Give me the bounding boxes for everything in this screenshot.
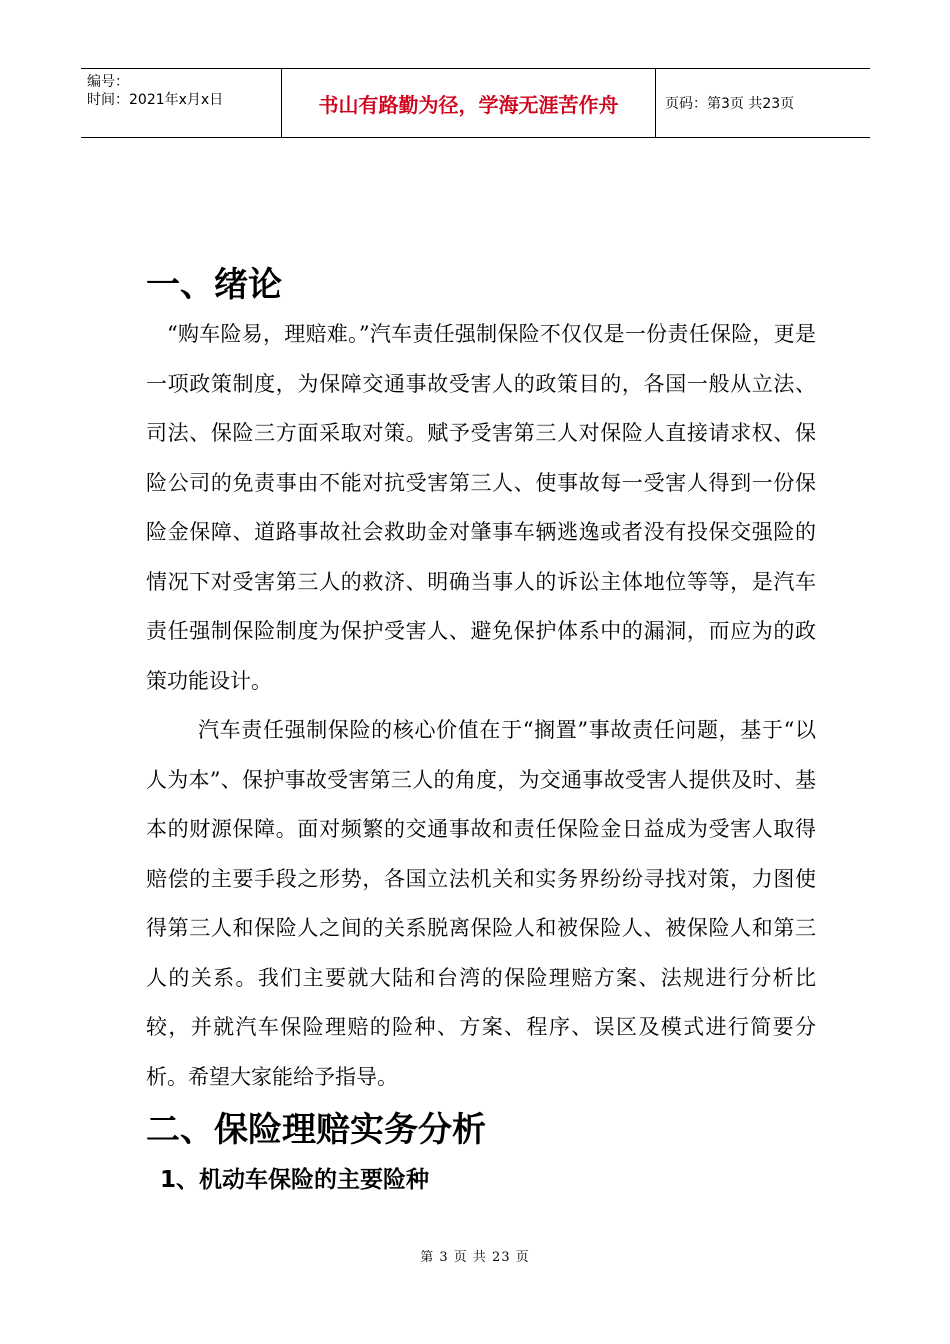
section-title-claims-analysis: 二、保险理赔实务分析 bbox=[146, 1110, 486, 1150]
page-footer: 第 3 页 共 23 页 bbox=[420, 1250, 530, 1265]
header-meta bbox=[81, 69, 282, 137]
document-header bbox=[81, 68, 870, 138]
header-number-label: 编号： bbox=[87, 74, 129, 90]
header-motto: 书山有路勤为径，学海无涯苦作舟 bbox=[282, 69, 656, 137]
intro-paragraph-1: “购车险易，理赔难。”汽车责任强制保险不仅仅是一份责任保险，更是一项政策制度，为保障交通事故受害人的政策目的，各国一般从立法、司法、保险三方面采取对策。赋予受害第三人对保险人直接请求权、保险公司的免责事由不能对抗受害第三人、使事故每一受害人得到一份保险金保障、道路事故社会救助金对肇事车辆逃逸或者没有投保交强险的情况下对受害第三人的救济、明确当事人的诉讼主体地位等等，是汽车责任强制保险制度为保护受害人、避免保护体系中的漏洞，而应为的政策功能设计。 bbox=[146, 322, 816, 693]
header-page-label: 页码：第3页 共23页 bbox=[665, 96, 795, 112]
section-title-introduction: 一、绪论 bbox=[146, 265, 282, 305]
header-date-label: 时间：2021年x月x日 bbox=[87, 92, 224, 108]
subsection-title-main-insurance-types: 1、机动车保险的主要险种 bbox=[160, 1167, 430, 1193]
intro-paragraph-2: 汽车责任强制保险的核心价值在于“搁置”事故责任问题，基于“以人为本”、保护事故受害第三人的角度，为交通事故受害人提供及时、基本的财源保障。面对频繁的交通事故和责任保险金日益成为受害人取得赔偿的主要手段之形势，各国立法机关和实务界纷纷寻找对策，力图使得第三人和保险人之间的关系脱离保险人和被保险人、被保险人和第三人的关系。我们主要就大陆和台湾的保险理赔方案、法规进行分析比较，并就汽车保险理赔的险种、方案、程序、误区及模式进行简要分析。希望大家能给予指导。 bbox=[146, 718, 816, 1089]
